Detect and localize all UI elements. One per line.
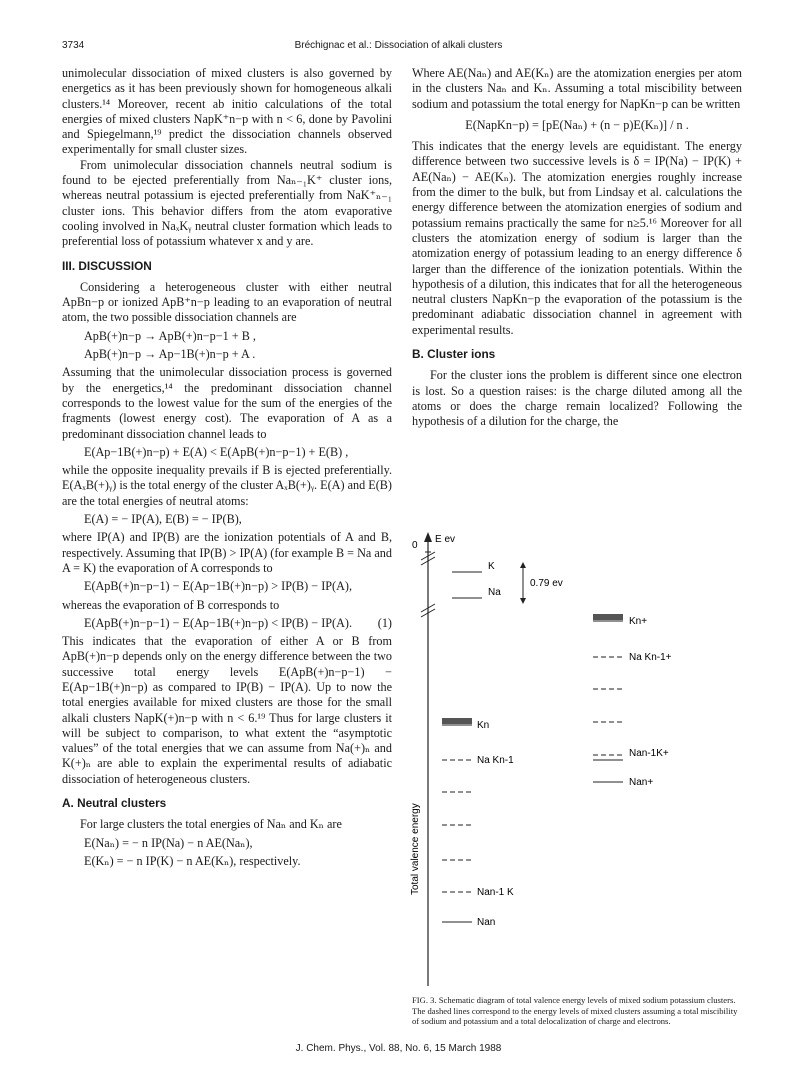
gap-arrow-down-icon xyxy=(520,598,526,604)
level-Nan1K-label: Nan-1 K xyxy=(477,887,514,898)
level-Na-label: Na xyxy=(488,587,501,598)
running-title: Bréchignac et al.: Dissociation of alkali clusters xyxy=(294,40,503,51)
paragraph: while the opposite inequality prevails if B is ejected preferentially. E(AₓB(+)ᵧ) is the total energy of the cluster AₓB(+)ᵧ. E(A) and E(B) are the total energies of neutral atoms: xyxy=(62,463,392,508)
level-Nan1K-ion-label: Nan-1K+ xyxy=(629,748,669,759)
gap-arrow-up-icon xyxy=(520,562,526,568)
paragraph: For large clusters the total energies of Naₙ and Kₙ are xyxy=(80,817,342,832)
paragraph: This indicates that the evaporation of either A or B from ApB(+)n−p depends only on the energy difference between the two successive total energy levels E(ApB(+)n−p−1) − E(Ap−1B(+)n−p) as compared to IP(B) − IP(A). Up to now the total energies available for mixed clusters are those for the small alkali clusters NapK(+)n−p with n < 6.¹⁹ Thus for large clusters it will be subject to comparison, to what extent the “asymptotic values” of the total energies that we can assume from Na(+)ₙ and K(+)ₙ are able to explain the experimental results of adiabatic dissociation of heterogeneous clusters. xyxy=(62,634,392,786)
equation: E(NapKn−p) = [pE(Naₙ) + (n − p)E(Kₙ)] / n . xyxy=(465,117,689,132)
paragraph: unimolecular dissociation of mixed clusters is also governed by energetics as it has been previously shown for homogeneous alkali clusters.¹⁴ Moreover, recent ab initio calculations of the total energies of mixed clusters NapK⁺n−p with n < 6, done by Pavolini and Spiegelmann,¹⁹ predict the dissociation channels observed experimentally for small cluster sizes. xyxy=(62,66,392,157)
level-K-label: K xyxy=(488,561,495,572)
paragraph: where IP(A) and IP(B) are the ionization potentials of A and B, respectively. Assuming that IP(B) > IP(A) (for example B = Na and A = K) the evaporation of A corresponds to xyxy=(62,530,392,575)
left-column xyxy=(62,66,392,872)
subsection-heading: A. Neutral clusters xyxy=(62,796,167,811)
equation: ApB(+)n−p → ApB(+)n−p−1 + B , xyxy=(84,328,256,343)
level-Kn-band xyxy=(442,718,472,724)
section-heading: III. DISCUSSION xyxy=(62,258,152,273)
level-Nan-ion-label: Nan+ xyxy=(629,777,654,788)
level-Kn-ion-label: Kn+ xyxy=(629,616,648,627)
paragraph: This indicates that the energy levels are equidistant. The energy difference between two successive levels is δ = IP(Na) − IP(K) + AE(Naₙ) − AE(Kₙ). The atomization energies roughly increase from the dimer to the bulk, but from Lindsay et al. calculations the energy difference between the atomization energies of sodium and potassium remains practically the same for n≥5.¹⁶ Moreover for all clusters the atomization energy of sodium is larger than the atomization energy of potassium leading to an energy difference δ larger than the difference of the ionization potentials. Within the hypothesis of a dilution, this indicates that for all the heterogeneous neutral clusters NapKn−p the evaporation of the potassium is the predominant adiabatic dissociation channel in agreement with experimental results. xyxy=(412,139,743,337)
energy-level-diagram xyxy=(408,530,748,990)
level-Kn-ion-band xyxy=(593,614,623,620)
equation: E(Naₙ) = − n IP(Na) − n AE(Naₙ), xyxy=(84,835,253,850)
page-number: 3734 xyxy=(62,40,85,51)
paragraph: Considering a heterogeneous cluster with either neutral ApBn−p or ionized ApB⁺n−p leading to an evaporation of neutral atom, the two possible dissociation channels are xyxy=(62,279,392,325)
axis-top-label: E ev xyxy=(435,534,456,545)
equation: E(A) = − IP(A), E(B) = − IP(B), xyxy=(84,512,242,527)
equation: E(Kₙ) = − n IP(K) − n AE(Kₙ), respectively. xyxy=(84,853,301,868)
figure-caption: FIG. 3. Schematic diagram of total valence energy levels of mixed sodium potassium clusters. The dashed lines correspond to the energy levels of mixed clusters assuming a total miscibility of sodium and potassium and a total delocalization of charge and electrons. xyxy=(412,995,738,1027)
paragraph: Where AE(Naₙ) and AE(Kₙ) are the atomization energies per atom in the clusters Naₙ and Kₙ. Assuming a total miscibility between sodium and potassium the total energy for NapKn−p can be written xyxy=(412,66,742,111)
level-NaKn1-ion-label: Na Kn-1+ xyxy=(629,652,672,663)
level-Kn-label: Kn xyxy=(477,720,490,731)
equation: E(Ap−1B(+)n−p) + E(A) < E(ApB(+)n−p−1) + E(B) , xyxy=(84,444,349,459)
y-axis-label: Total valence energy xyxy=(410,803,421,895)
level-NaKn1-label: Na Kn-1 xyxy=(477,755,514,766)
subsection-heading: B. Cluster ions xyxy=(412,347,496,362)
equation-text: E(ApB(+)n−p−1) − E(Ap−1B(+)n−p) < IP(B) − IP(A). xyxy=(84,615,352,630)
level-Nan-label: Nan xyxy=(477,917,496,928)
journal-footer: J. Chem. Phys., Vol. 88, No. 6, 15 March 1988 xyxy=(295,1043,502,1054)
paragraph: From unimolecular dissociation channels neutral sodium is found to be ejected preferentially from Naₙ₋₁K⁺ cluster ions, whereas neutral potassium is ejected preferentially from NaK⁺ₙ₋₁ cluster ions. This behavior differs from the atom evaporative cooling involved in NaₓKᵧ neutral cluster formation which leads to preferential loss of potassium whatever x and y are. xyxy=(62,157,392,249)
gap-label: 0.79 ev xyxy=(530,578,563,589)
equation-number: (1) xyxy=(377,615,392,630)
paragraph: whereas the evaporation of B corresponds to xyxy=(62,597,280,612)
zero-label: 0 xyxy=(412,540,418,551)
axis-arrow-icon xyxy=(424,532,432,542)
paragraph: For the cluster ions the problem is different since one electron is lost. So a question raises: is the charge diluted among all the atoms or does the charge remain localized? Following the hypothesis of a dilution for the charge, the xyxy=(412,368,742,429)
right-column xyxy=(412,66,742,430)
paragraph: Assuming that the unimolecular dissociation process is governed by the energetics,¹⁴ the predominant dissociation channel corresponds to the lowest value for the sum of the energies of the fragments (lowest energy cost). The evaporation of A as a predominant dissociation channel leads to xyxy=(62,365,392,441)
equation: ApB(+)n−p → Ap−1B(+)n−p + A . xyxy=(84,347,256,362)
equation: E(ApB(+)n−p−1) − E(Ap−1B(+)n−p) > IP(B) − IP(A), xyxy=(84,579,352,594)
equation xyxy=(84,616,392,631)
